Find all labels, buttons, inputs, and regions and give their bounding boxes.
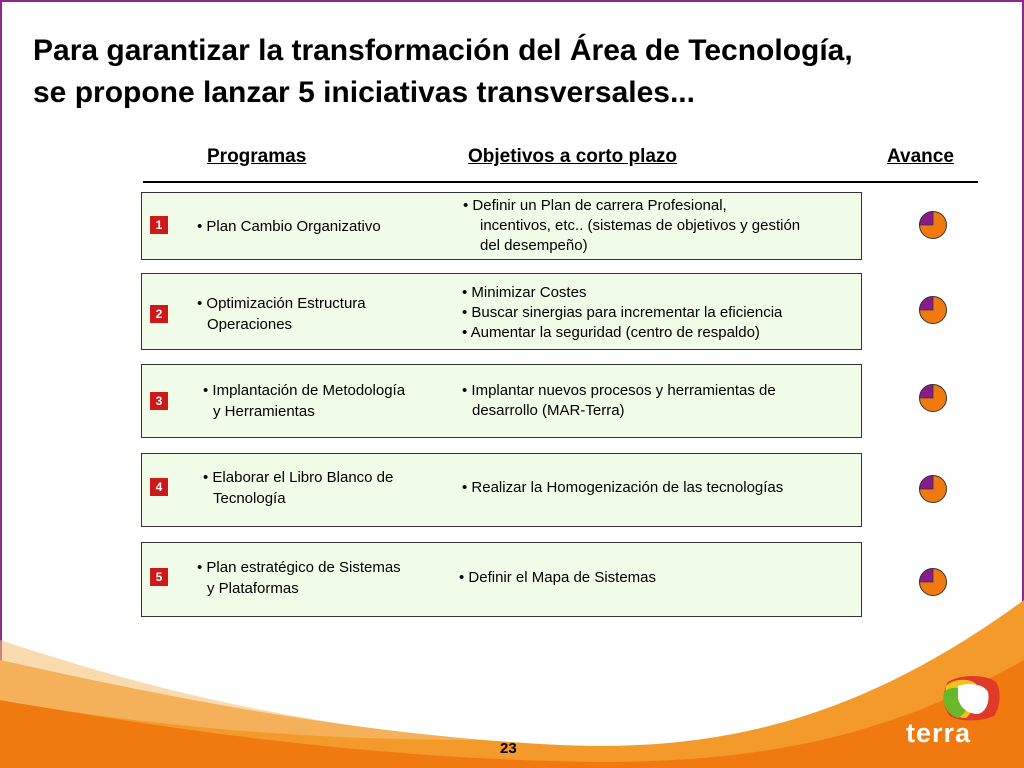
pie-progress-slice xyxy=(920,297,934,311)
program-line: Tecnología xyxy=(213,490,286,507)
program-line: • Plan estratégico de Sistemas xyxy=(197,559,401,576)
title-line-2: se propone lanzar 5 iniciativas transversales... xyxy=(33,76,695,109)
terra-logo-icon xyxy=(940,672,1004,722)
program-text-5 xyxy=(197,557,401,599)
initiative-number-badge: 2 xyxy=(150,305,168,323)
progress-pie-5 xyxy=(918,567,948,597)
initiative-number-badge: 4 xyxy=(150,478,168,496)
objective-text-3 xyxy=(462,381,776,421)
program-line: • Plan Cambio Organizativo xyxy=(197,218,381,235)
objective-line: • Minimizar Costes xyxy=(462,284,587,301)
program-text-1 xyxy=(197,216,381,237)
header-rule xyxy=(143,181,978,183)
objective-line: incentivos, etc.. (sistemas de objetivos y gestión xyxy=(480,217,801,234)
program-line: • Elaborar el Libro Blanco de xyxy=(203,469,394,486)
progress-pie-4 xyxy=(918,474,948,504)
objective-text-5 xyxy=(459,568,656,588)
terra-logo-text: terra xyxy=(906,718,972,748)
progress-pie-1 xyxy=(918,210,948,240)
objective-line: • Buscar sinergias para incrementar la eficiencia xyxy=(462,304,783,321)
pie-progress-slice xyxy=(920,212,934,226)
objective-line: • Definir el Mapa de Sistemas xyxy=(459,569,656,586)
initiative-number-badge: 5 xyxy=(150,568,168,586)
pie-progress-slice xyxy=(920,476,934,490)
header-objetivos: Objetivos a corto plazo xyxy=(468,146,678,167)
progress-pie-3 xyxy=(918,383,948,413)
objective-line: del desempeño) xyxy=(480,237,588,254)
objective-line: desarrollo (MAR-Terra) xyxy=(472,402,625,419)
objective-line: • Implantar nuevos procesos y herramientas de xyxy=(462,382,776,399)
program-line: y Plataformas xyxy=(207,580,299,597)
program-line: Operaciones xyxy=(207,316,293,333)
title-line-1: Para garantizar la transformación del Área de Tecnología, xyxy=(33,34,853,67)
program-line: y Herramientas xyxy=(213,403,315,420)
page-number: 23 xyxy=(500,740,517,757)
objective-line: • Aumentar la seguridad (centro de respaldo) xyxy=(462,324,760,341)
header-programas: Programas xyxy=(207,146,307,167)
objective-line: • Definir un Plan de carrera Profesional, xyxy=(463,197,727,214)
objective-line: • Realizar la Homogenización de las tecnologías xyxy=(462,479,784,496)
objective-text-4 xyxy=(462,478,783,498)
pie-progress-slice xyxy=(920,569,934,583)
initiative-number-badge: 3 xyxy=(150,392,168,410)
progress-pie-2 xyxy=(918,295,948,325)
slide-title xyxy=(33,30,993,114)
header-avance: Avance xyxy=(887,146,954,167)
pie-progress-slice xyxy=(920,385,934,399)
program-text-2 xyxy=(197,293,366,335)
program-text-4 xyxy=(203,467,393,509)
objective-text-1 xyxy=(463,196,800,256)
program-line: • Optimización Estructura xyxy=(197,295,366,312)
objective-text-2 xyxy=(462,283,782,343)
program-text-3 xyxy=(203,380,405,422)
initiative-number-badge: 1 xyxy=(150,216,168,234)
program-line: • Implantación de Metodología xyxy=(203,382,406,399)
